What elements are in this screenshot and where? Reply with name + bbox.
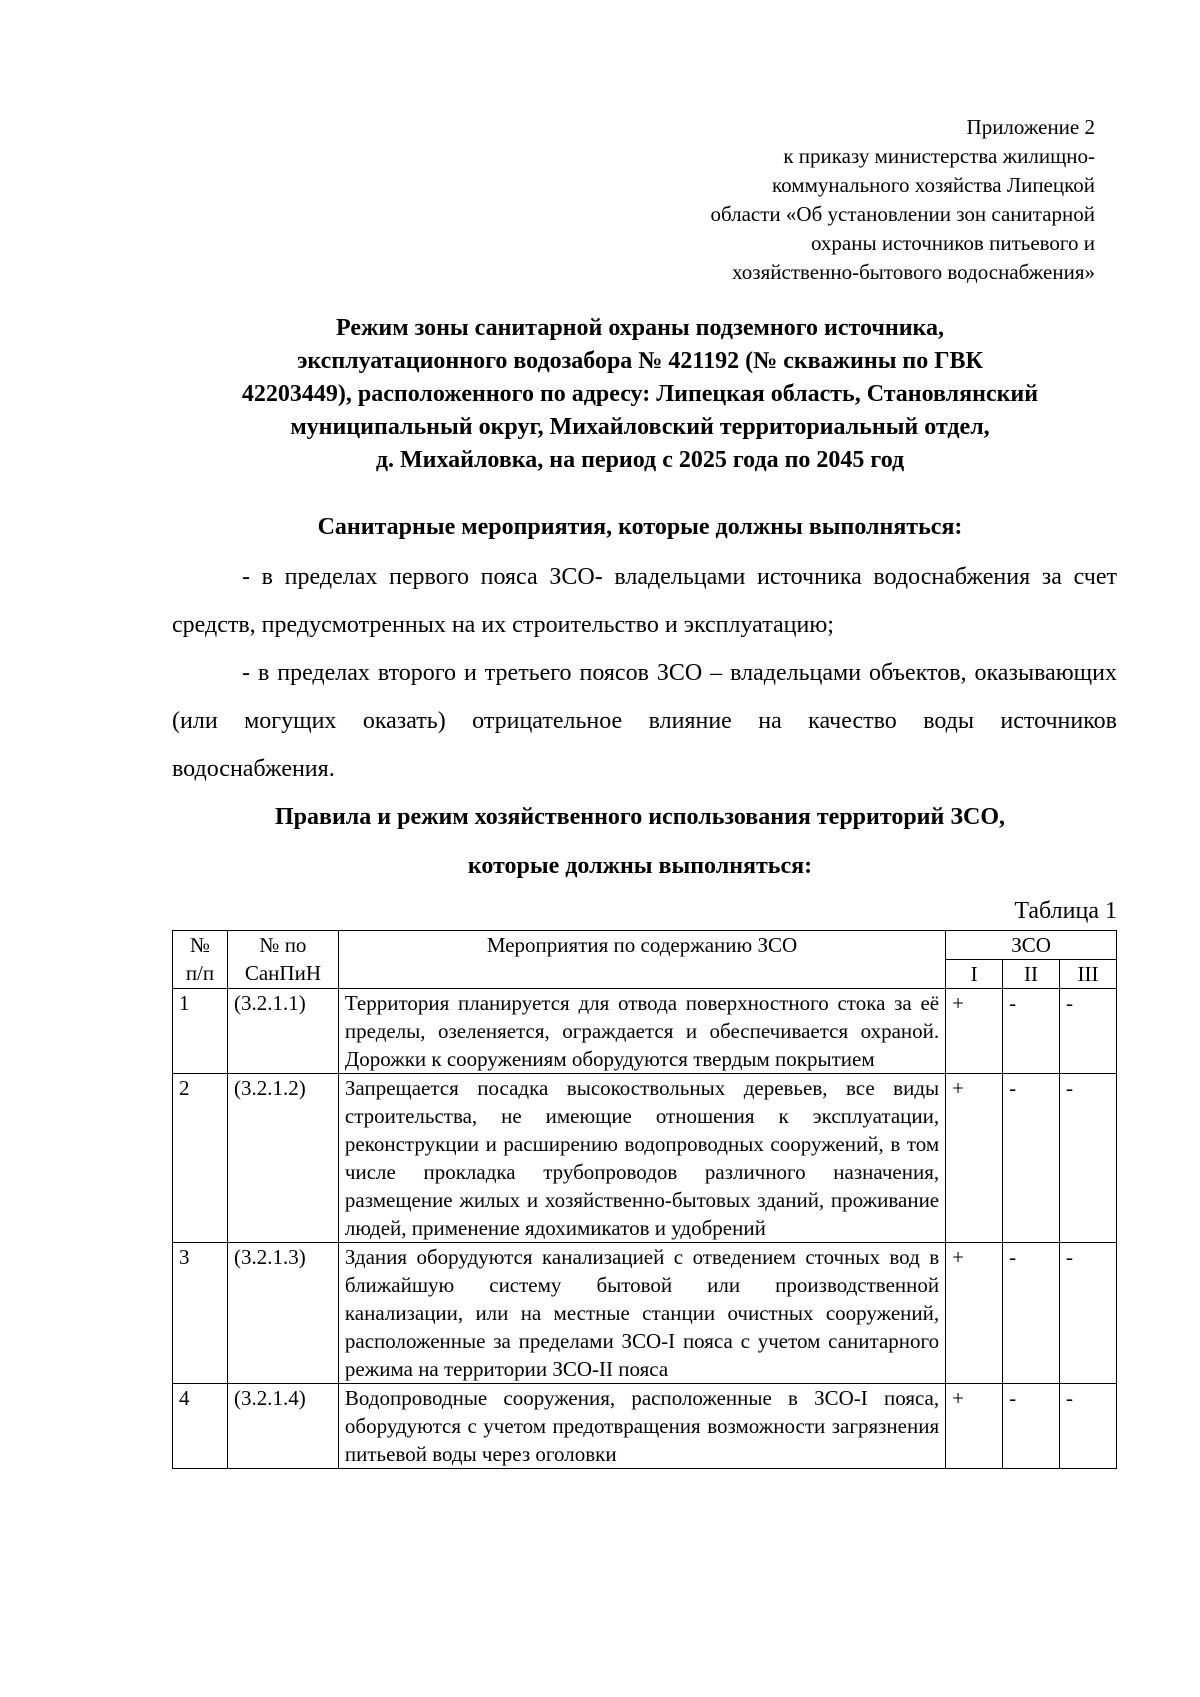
- title-line: эксплуатационного водозабора № 421192 (№ скважины по ГВК: [297, 348, 983, 374]
- row-num: 2: [173, 1074, 228, 1243]
- rules-heading-line1: Правила и режим хозяйственного использования территорий ЗСО,: [275, 804, 1005, 830]
- header-zso: ЗСО: [946, 931, 1117, 960]
- table-row: [173, 989, 1117, 1074]
- header-measures: Мероприятия по содержанию ЗСО: [338, 931, 945, 989]
- row-sanpin: (3.2.1.4): [227, 1384, 338, 1469]
- row-zone-2: -: [1003, 1243, 1060, 1384]
- row-text: Здания оборудуются канализацией с отведением сточных вод в ближайшую систему бытовой или производственной канализации, или на местные станции очистных сооружений, расположенные за пределами ЗСО-I пояса с учетом санитарного режима на территории ЗСО-II пояса: [338, 1243, 945, 1384]
- sanitary-item-first-belt: [172, 553, 1117, 649]
- row-zone-3: -: [1060, 989, 1117, 1074]
- table-row: [173, 1074, 1117, 1243]
- table-caption: Таблица 1: [1014, 898, 1117, 924]
- title-line: д. Михайловка, на период с 2025 года по 2045 год: [375, 447, 905, 473]
- row-zone-1: +: [946, 1074, 1003, 1243]
- title-line: Режим зоны санитарной охраны подземного источника,: [336, 315, 944, 341]
- row-text: Запрещается посадка высокоствольных деревьев, все виды строительства, не имеющие отношения к эксплуатации, реконструкции и расширению водопроводных сооружений, в том числе прокладка трубопроводов различного назначения, размещение жилых и хозяйственно-бытовых зданий, проживание людей, применение ядохимикатов и удобрений: [338, 1074, 945, 1243]
- row-zone-3: -: [1060, 1074, 1117, 1243]
- row-zone-1: +: [946, 1243, 1003, 1384]
- header-sanpin-line: № по: [259, 933, 307, 957]
- sanitary-heading: Санитарные мероприятия, которые должны выполняться:: [317, 514, 963, 540]
- row-num: 1: [173, 989, 228, 1074]
- row-zone-2: -: [1003, 1384, 1060, 1469]
- table-row: [173, 1384, 1117, 1469]
- header-sanpin: [227, 931, 338, 989]
- row-zone-3: -: [1060, 1243, 1117, 1384]
- header-zone-2: II: [1003, 960, 1060, 989]
- appendix-line: хозяйственно-бытового водоснабжения»: [732, 260, 1095, 284]
- header-sanpin-line: СанПиН: [244, 961, 321, 985]
- appendix-header: [575, 113, 1095, 287]
- row-zone-1: +: [946, 989, 1003, 1074]
- rules-heading-line2: которые должны выполняться:: [467, 853, 813, 879]
- zso-measures-table: [172, 930, 1117, 1469]
- row-zone-2: -: [1003, 989, 1060, 1074]
- appendix-line: охраны источников питьевого и: [810, 231, 1095, 255]
- appendix-line: к приказу министерства жилищно-: [783, 144, 1095, 168]
- appendix-line: Приложение 2: [966, 115, 1095, 139]
- row-text: Территория планируется для отвода поверхностного стока за её пределы, озеленяется, ограждается и обеспечивается охраной. Дорожки к сооружениям оборудуются твердым покрытием: [338, 989, 945, 1074]
- row-num: 3: [173, 1243, 228, 1384]
- row-num: 4: [173, 1384, 228, 1469]
- header-zone-3: III: [1060, 960, 1117, 989]
- sanitary-item-second-third-belt: [172, 649, 1117, 793]
- sanitary-item-text: - в пределах первого пояса ЗСО- владельцами источника водоснабжения за счет средств, предусмотренных на их строительство и эксплуатацию;: [172, 564, 1117, 638]
- table-header-row: [173, 931, 1117, 960]
- sanitary-item-text: - в пределах второго и третьего поясов ЗСО – владельцами объектов, оказывающих (или могущих оказать) отрицательное влияние на качество воды источников водоснабжения.: [172, 660, 1117, 782]
- row-sanpin: (3.2.1.1): [227, 989, 338, 1074]
- row-text: Водопроводные сооружения, расположенные в ЗСО-I пояса, оборудуются с учетом предотвращения возможности загрязнения питьевой воды через оголовки: [338, 1384, 945, 1469]
- table-row: [173, 1243, 1117, 1384]
- header-num: [173, 931, 228, 989]
- appendix-line: коммунального хозяйства Липецкой: [772, 173, 1095, 197]
- row-zone-1: +: [946, 1384, 1003, 1469]
- row-zone-3: -: [1060, 1384, 1117, 1469]
- document-title: [160, 312, 1120, 477]
- row-sanpin: (3.2.1.3): [227, 1243, 338, 1384]
- row-sanpin: (3.2.1.2): [227, 1074, 338, 1243]
- header-num-line: п/п: [185, 961, 215, 985]
- appendix-line: области «Об установлении зон санитарной: [710, 202, 1095, 226]
- title-line: 42203449), расположенного по адресу: Липецкая область, Становлянский: [241, 381, 1039, 407]
- header-num-line: №: [189, 933, 210, 957]
- title-line: муниципальный округ, Михайловский территориальный отдел,: [290, 414, 990, 440]
- header-zone-1: I: [946, 960, 1003, 989]
- row-zone-2: -: [1003, 1074, 1060, 1243]
